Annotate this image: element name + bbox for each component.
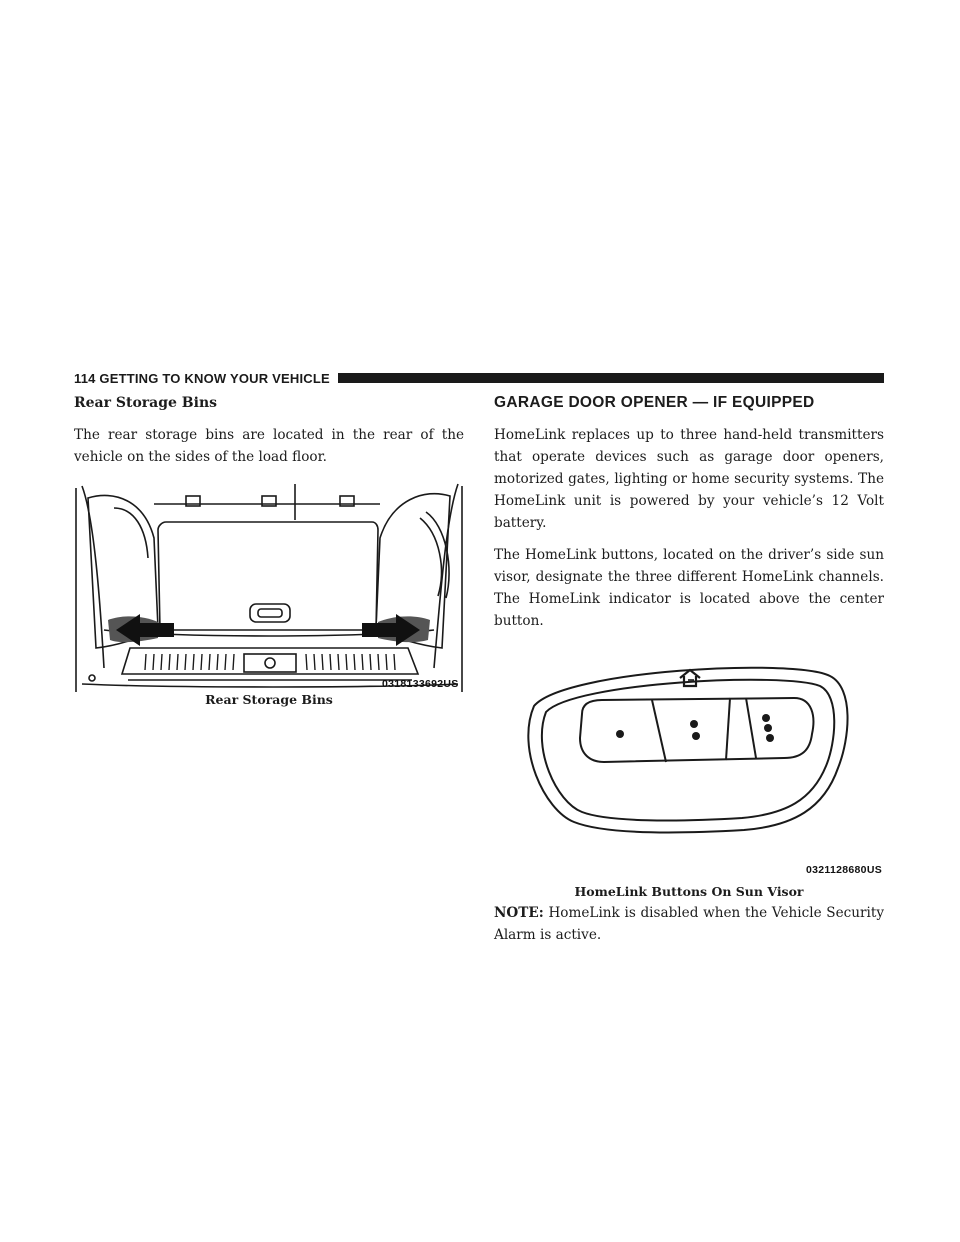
channel-3-dots <box>762 714 774 742</box>
page-header <box>74 370 884 386</box>
right-column <box>494 394 884 956</box>
note-text: HomeLink is disabled when the Vehicle Security Alarm is active. <box>494 905 885 943</box>
subheading-rear-storage: Rear Storage Bins <box>74 395 218 411</box>
section-title: GETTING TO KNOW YOUR VEHICLE <box>99 370 330 386</box>
channel-2-dots <box>690 720 700 740</box>
cargo-area-illustration <box>74 478 464 692</box>
left-column <box>74 394 464 708</box>
channel-1-dot <box>616 730 624 738</box>
header-text <box>74 371 330 386</box>
homelink-paragraph-2: The HomeLink buttons, located on the driver’s side sun visor, designate the three different HomeLink channels. The HomeLink indicator is located above the center button. <box>494 547 884 629</box>
homelink-visor-illustration <box>494 658 884 858</box>
homelink-figure <box>494 658 884 898</box>
homelink-paragraph-1: HomeLink replaces up to three hand-held transmitters that operate devices such as garage door openers, motorized gates, lighting or home security systems. The HomeLink unit is powered by your vehicle’s 12 Volt battery. <box>494 427 884 531</box>
section-heading-garage-door: GARAGE DOOR OPENER — IF EQUIPPED <box>494 394 815 411</box>
note-label: NOTE: <box>494 905 544 921</box>
rear-storage-figure <box>74 478 464 708</box>
figure-code: 0318133692US <box>382 678 459 690</box>
figure-caption: HomeLink Buttons On Sun Visor <box>574 884 804 899</box>
figure-caption: Rear Storage Bins <box>205 692 333 707</box>
figure-code: 0321128680US <box>806 864 883 876</box>
page-number: 114 <box>74 370 96 386</box>
homelink-indicator-icon <box>680 670 700 686</box>
rear-storage-paragraph: The rear storage bins are located in the rear of the vehicle on the sides of the load floor. <box>74 427 464 465</box>
note-paragraph <box>494 902 884 946</box>
header-rule <box>338 373 884 383</box>
